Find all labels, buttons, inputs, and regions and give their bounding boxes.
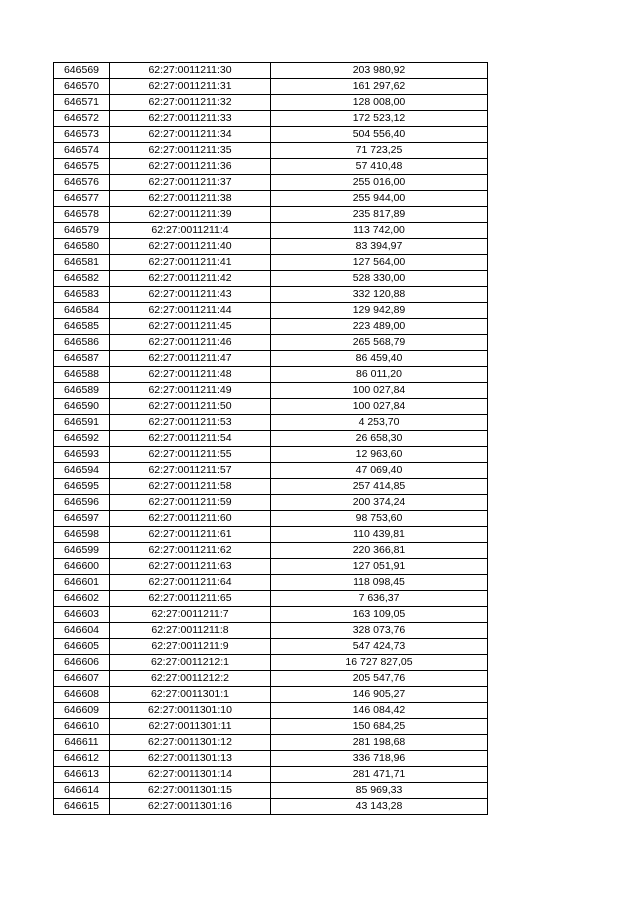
cadastral-number-cell: 62:27:0011211:58	[110, 479, 271, 495]
cadastral-number-cell: 62:27:0011211:8	[110, 623, 271, 639]
table-row	[54, 127, 488, 143]
cadastral-value-table	[53, 62, 488, 815]
cadastral-value-cell: 504 556,40	[271, 127, 488, 143]
table-row	[54, 703, 488, 719]
table-row	[54, 447, 488, 463]
row-number-cell: 646597	[54, 511, 110, 527]
table-body	[54, 63, 488, 815]
cadastral-number-cell: 62:27:0011211:65	[110, 591, 271, 607]
table-row	[54, 431, 488, 447]
cadastral-number-cell: 62:27:0011211:31	[110, 79, 271, 95]
cadastral-number-cell: 62:27:0011212:2	[110, 671, 271, 687]
table-row	[54, 111, 488, 127]
cadastral-number-cell: 62:27:0011211:9	[110, 639, 271, 655]
row-number-cell: 646575	[54, 159, 110, 175]
row-number-cell: 646611	[54, 735, 110, 751]
table-row	[54, 527, 488, 543]
table-row	[54, 463, 488, 479]
cadastral-value-cell: 7 636,37	[271, 591, 488, 607]
cadastral-value-cell: 265 568,79	[271, 335, 488, 351]
cadastral-number-cell: 62:27:0011301:1	[110, 687, 271, 703]
table-row	[54, 687, 488, 703]
cadastral-value-cell: 85 969,33	[271, 783, 488, 799]
cadastral-value-cell: 4 253,70	[271, 415, 488, 431]
table-row	[54, 143, 488, 159]
table-row	[54, 575, 488, 591]
table-row	[54, 495, 488, 511]
cadastral-number-cell: 62:27:0011211:4	[110, 223, 271, 239]
row-number-cell: 646607	[54, 671, 110, 687]
cadastral-value-cell: 16 727 827,05	[271, 655, 488, 671]
cadastral-number-cell: 62:27:0011211:34	[110, 127, 271, 143]
cadastral-number-cell: 62:27:0011211:43	[110, 287, 271, 303]
row-number-cell: 646595	[54, 479, 110, 495]
table-row	[54, 639, 488, 655]
table-row	[54, 271, 488, 287]
cadastral-value-cell: 110 439,81	[271, 527, 488, 543]
cadastral-number-cell: 62:27:0011211:41	[110, 255, 271, 271]
table-row	[54, 255, 488, 271]
row-number-cell: 646579	[54, 223, 110, 239]
cadastral-number-cell: 62:27:0011301:15	[110, 783, 271, 799]
table-row	[54, 799, 488, 815]
cadastral-number-cell: 62:27:0011211:62	[110, 543, 271, 559]
row-number-cell: 646571	[54, 95, 110, 111]
cadastral-number-cell: 62:27:0011301:10	[110, 703, 271, 719]
row-number-cell: 646592	[54, 431, 110, 447]
table-row	[54, 607, 488, 623]
cadastral-value-cell: 223 489,00	[271, 319, 488, 335]
cadastral-number-cell: 62:27:0011211:53	[110, 415, 271, 431]
cadastral-value-cell: 113 742,00	[271, 223, 488, 239]
table-row	[54, 735, 488, 751]
table-row	[54, 79, 488, 95]
cadastral-value-cell: 255 016,00	[271, 175, 488, 191]
table-row	[54, 303, 488, 319]
row-number-cell: 646586	[54, 335, 110, 351]
row-number-cell: 646583	[54, 287, 110, 303]
row-number-cell: 646614	[54, 783, 110, 799]
table-row	[54, 559, 488, 575]
cadastral-number-cell: 62:27:0011211:37	[110, 175, 271, 191]
row-number-cell: 646580	[54, 239, 110, 255]
row-number-cell: 646599	[54, 543, 110, 559]
table-row	[54, 95, 488, 111]
table-row	[54, 223, 488, 239]
row-number-cell: 646604	[54, 623, 110, 639]
table-row	[54, 63, 488, 79]
table-row	[54, 719, 488, 735]
row-number-cell: 646578	[54, 207, 110, 223]
table-row	[54, 751, 488, 767]
row-number-cell: 646603	[54, 607, 110, 623]
row-number-cell: 646582	[54, 271, 110, 287]
cadastral-value-cell: 281 471,71	[271, 767, 488, 783]
cadastral-value-cell: 98 753,60	[271, 511, 488, 527]
cadastral-value-cell: 200 374,24	[271, 495, 488, 511]
table-row	[54, 191, 488, 207]
table-row	[54, 655, 488, 671]
cadastral-value-cell: 100 027,84	[271, 399, 488, 415]
cadastral-value-cell: 118 098,45	[271, 575, 488, 591]
cadastral-number-cell: 62:27:0011211:50	[110, 399, 271, 415]
table-row	[54, 287, 488, 303]
table-row	[54, 399, 488, 415]
cadastral-value-cell: 336 718,96	[271, 751, 488, 767]
cadastral-number-cell: 62:27:0011211:57	[110, 463, 271, 479]
table-row	[54, 415, 488, 431]
cadastral-number-cell: 62:27:0011211:46	[110, 335, 271, 351]
cadastral-value-cell: 328 073,76	[271, 623, 488, 639]
cadastral-number-cell: 62:27:0011211:39	[110, 207, 271, 223]
row-number-cell: 646569	[54, 63, 110, 79]
cadastral-value-cell: 257 414,85	[271, 479, 488, 495]
cadastral-value-cell: 57 410,48	[271, 159, 488, 175]
cadastral-value-cell: 205 547,76	[271, 671, 488, 687]
cadastral-number-cell: 62:27:0011211:35	[110, 143, 271, 159]
table-row	[54, 383, 488, 399]
cadastral-number-cell: 62:27:0011211:64	[110, 575, 271, 591]
row-number-cell: 646615	[54, 799, 110, 815]
cadastral-number-cell: 62:27:0011301:12	[110, 735, 271, 751]
cadastral-value-cell: 83 394,97	[271, 239, 488, 255]
cadastral-value-cell: 220 366,81	[271, 543, 488, 559]
row-number-cell: 646576	[54, 175, 110, 191]
table-row	[54, 479, 488, 495]
cadastral-number-cell: 62:27:0011211:40	[110, 239, 271, 255]
table-row	[54, 239, 488, 255]
row-number-cell: 646610	[54, 719, 110, 735]
row-number-cell: 646609	[54, 703, 110, 719]
table-row	[54, 367, 488, 383]
cadastral-value-cell: 150 684,25	[271, 719, 488, 735]
cadastral-value-cell: 127 564,00	[271, 255, 488, 271]
row-number-cell: 646585	[54, 319, 110, 335]
cadastral-value-cell: 161 297,62	[271, 79, 488, 95]
row-number-cell: 646584	[54, 303, 110, 319]
cadastral-value-cell: 203 980,92	[271, 63, 488, 79]
row-number-cell: 646589	[54, 383, 110, 399]
table-row	[54, 767, 488, 783]
cadastral-number-cell: 62:27:0011212:1	[110, 655, 271, 671]
cadastral-value-cell: 12 963,60	[271, 447, 488, 463]
row-number-cell: 646573	[54, 127, 110, 143]
cadastral-number-cell: 62:27:0011211:48	[110, 367, 271, 383]
row-number-cell: 646601	[54, 575, 110, 591]
row-number-cell: 646587	[54, 351, 110, 367]
cadastral-number-cell: 62:27:0011211:55	[110, 447, 271, 463]
cadastral-number-cell: 62:27:0011211:44	[110, 303, 271, 319]
cadastral-number-cell: 62:27:0011211:49	[110, 383, 271, 399]
cadastral-value-cell: 47 069,40	[271, 463, 488, 479]
cadastral-value-cell: 146 084,42	[271, 703, 488, 719]
row-number-cell: 646606	[54, 655, 110, 671]
row-number-cell: 646598	[54, 527, 110, 543]
cadastral-number-cell: 62:27:0011301:13	[110, 751, 271, 767]
cadastral-number-cell: 62:27:0011301:16	[110, 799, 271, 815]
table-row	[54, 511, 488, 527]
row-number-cell: 646600	[54, 559, 110, 575]
row-number-cell: 646574	[54, 143, 110, 159]
cadastral-number-cell: 62:27:0011211:60	[110, 511, 271, 527]
row-number-cell: 646594	[54, 463, 110, 479]
row-number-cell: 646591	[54, 415, 110, 431]
cadastral-value-cell: 163 109,05	[271, 607, 488, 623]
cadastral-value-cell: 146 905,27	[271, 687, 488, 703]
cadastral-number-cell: 62:27:0011211:33	[110, 111, 271, 127]
cadastral-value-cell: 128 008,00	[271, 95, 488, 111]
table-row	[54, 319, 488, 335]
cadastral-number-cell: 62:27:0011211:45	[110, 319, 271, 335]
cadastral-number-cell: 62:27:0011211:61	[110, 527, 271, 543]
cadastral-number-cell: 62:27:0011211:38	[110, 191, 271, 207]
cadastral-number-cell: 62:27:0011211:63	[110, 559, 271, 575]
row-number-cell: 646570	[54, 79, 110, 95]
row-number-cell: 646593	[54, 447, 110, 463]
table-row	[54, 543, 488, 559]
cadastral-value-cell: 100 027,84	[271, 383, 488, 399]
cadastral-number-cell: 62:27:0011211:32	[110, 95, 271, 111]
cadastral-value-cell: 86 459,40	[271, 351, 488, 367]
row-number-cell: 646590	[54, 399, 110, 415]
cadastral-value-cell: 547 424,73	[271, 639, 488, 655]
table-row	[54, 591, 488, 607]
row-number-cell: 646588	[54, 367, 110, 383]
cadastral-number-cell: 62:27:0011301:11	[110, 719, 271, 735]
table-row	[54, 623, 488, 639]
cadastral-number-cell: 62:27:0011211:54	[110, 431, 271, 447]
table-row	[54, 671, 488, 687]
cadastral-value-cell: 26 658,30	[271, 431, 488, 447]
cadastral-number-cell: 62:27:0011211:30	[110, 63, 271, 79]
cadastral-number-cell: 62:27:0011211:59	[110, 495, 271, 511]
cadastral-value-cell: 528 330,00	[271, 271, 488, 287]
row-number-cell: 646577	[54, 191, 110, 207]
cadastral-number-cell: 62:27:0011211:47	[110, 351, 271, 367]
row-number-cell: 646605	[54, 639, 110, 655]
table-row	[54, 175, 488, 191]
cadastral-value-cell: 172 523,12	[271, 111, 488, 127]
row-number-cell: 646613	[54, 767, 110, 783]
row-number-cell: 646612	[54, 751, 110, 767]
table-row	[54, 335, 488, 351]
row-number-cell: 646581	[54, 255, 110, 271]
cadastral-value-cell: 71 723,25	[271, 143, 488, 159]
cadastral-value-cell: 255 944,00	[271, 191, 488, 207]
table-row	[54, 783, 488, 799]
row-number-cell: 646596	[54, 495, 110, 511]
row-number-cell: 646608	[54, 687, 110, 703]
cadastral-value-cell: 127 051,91	[271, 559, 488, 575]
table-row	[54, 207, 488, 223]
cadastral-value-cell: 281 198,68	[271, 735, 488, 751]
cadastral-value-cell: 86 011,20	[271, 367, 488, 383]
cadastral-value-cell: 235 817,89	[271, 207, 488, 223]
table-row	[54, 351, 488, 367]
row-number-cell: 646572	[54, 111, 110, 127]
table-row	[54, 159, 488, 175]
cadastral-number-cell: 62:27:0011301:14	[110, 767, 271, 783]
row-number-cell: 646602	[54, 591, 110, 607]
cadastral-value-cell: 332 120,88	[271, 287, 488, 303]
cadastral-value-cell: 43 143,28	[271, 799, 488, 815]
cadastral-number-cell: 62:27:0011211:7	[110, 607, 271, 623]
cadastral-number-cell: 62:27:0011211:36	[110, 159, 271, 175]
cadastral-number-cell: 62:27:0011211:42	[110, 271, 271, 287]
cadastral-value-cell: 129 942,89	[271, 303, 488, 319]
